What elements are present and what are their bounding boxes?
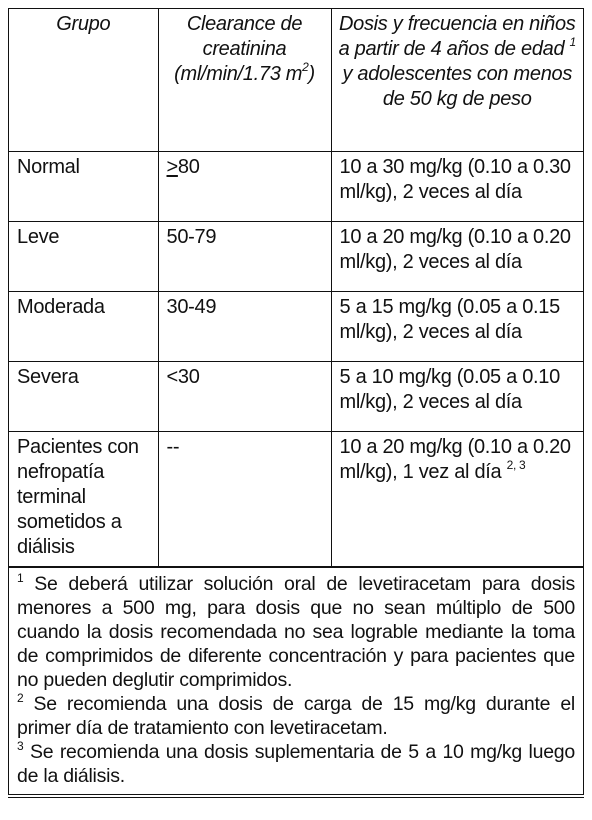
- cell-clearance: [158, 432, 331, 567]
- table-row: [9, 152, 583, 222]
- footnote-text: Se deberá utilizar solución oral de levetiracetam para dosis menores a 500 mg, para dosis que no sean múltiplo de 500 cuando la dosis recomendada no sea lograble mediante la toma de comprimidos de diferente concentración y para pacientes que no pueden deglutir comprimidos.: [17, 573, 575, 691]
- table-row: [9, 362, 583, 432]
- footnote-3: [17, 740, 575, 788]
- footnotes: [9, 567, 583, 794]
- table-row: [9, 222, 583, 292]
- cell-dose: 5 a 10 mg/kg (0.05 a 0.10 ml/kg), 2 veces al día: [331, 362, 583, 432]
- dosing-table: [9, 9, 583, 567]
- cell-clearance-prefix: >: [166, 156, 178, 178]
- cell-clearance-value: 50-79: [166, 226, 217, 248]
- dosing-table-box: [8, 8, 584, 795]
- cell-group: [9, 432, 158, 567]
- cell-clearance: [158, 222, 331, 292]
- cell-clearance-value: --: [166, 436, 180, 458]
- cell-group: Leve: [9, 222, 158, 292]
- cell-dose: [331, 432, 583, 567]
- header-group: [9, 9, 158, 152]
- cell-group-text: Pacientes con nefropatía terminal sometidos a diálisis: [17, 436, 139, 558]
- footnote-text: Se recomienda una dosis suplementaria de 5 a 10 mg/kg luego de la diálisis.: [17, 741, 575, 787]
- header-dose-sup: 1: [569, 35, 576, 50]
- footnote-mark: 3: [17, 738, 24, 753]
- cell-clearance-value: 80: [177, 156, 200, 178]
- header-clearance: [158, 9, 331, 152]
- cell-dose-text: 10 a 20 mg/kg (0.10 a 0.20 ml/kg), 1 vez al día: [339, 436, 571, 483]
- header-group-text: Grupo: [56, 13, 111, 35]
- cell-dose: 10 a 30 mg/kg (0.10 a 0.30 ml/kg), 2 veces al día: [331, 152, 583, 222]
- cell-dose: 10 a 20 mg/kg (0.10 a 0.20 ml/kg), 2 veces al día: [331, 222, 583, 292]
- footnote-2: [17, 692, 575, 740]
- cell-clearance: [158, 362, 331, 432]
- table-row: [9, 292, 583, 362]
- footnote-mark: 2: [17, 690, 24, 705]
- bottom-rule: [8, 797, 584, 798]
- table-row: [9, 432, 583, 567]
- footnote-1: [17, 572, 575, 692]
- cell-dose-sup: 2, 3: [506, 458, 526, 473]
- header-dose-text: Dosis y frecuencia en niños a partir de 4 años de edad: [338, 13, 576, 60]
- cell-clearance: [158, 292, 331, 362]
- cell-clearance: [158, 152, 331, 222]
- cell-clearance-value: <30: [166, 366, 200, 388]
- cell-dose: 5 a 15 mg/kg (0.05 a 0.15 ml/kg), 2 veces al día: [331, 292, 583, 362]
- cell-clearance-value: 30-49: [166, 296, 217, 318]
- footnote-mark: 1: [17, 570, 24, 585]
- header-clearance-close: ): [308, 63, 315, 85]
- table-header-row: [9, 9, 583, 152]
- header-clearance-sup: 2: [302, 60, 309, 75]
- header-clearance-text: Clearance de creatinina (ml/min/1.73 m: [174, 13, 303, 85]
- footnote-text: Se recomienda una dosis de carga de 15 mg/kg durante el primer día de tratamiento con levetiracetam.: [17, 693, 575, 739]
- cell-group: Normal: [9, 152, 158, 222]
- header-dose: [331, 9, 583, 152]
- cell-group: Severa: [9, 362, 158, 432]
- header-dose-tail: y adolescentes con menos de 50 kg de peso: [342, 63, 573, 110]
- cell-group: Moderada: [9, 292, 158, 362]
